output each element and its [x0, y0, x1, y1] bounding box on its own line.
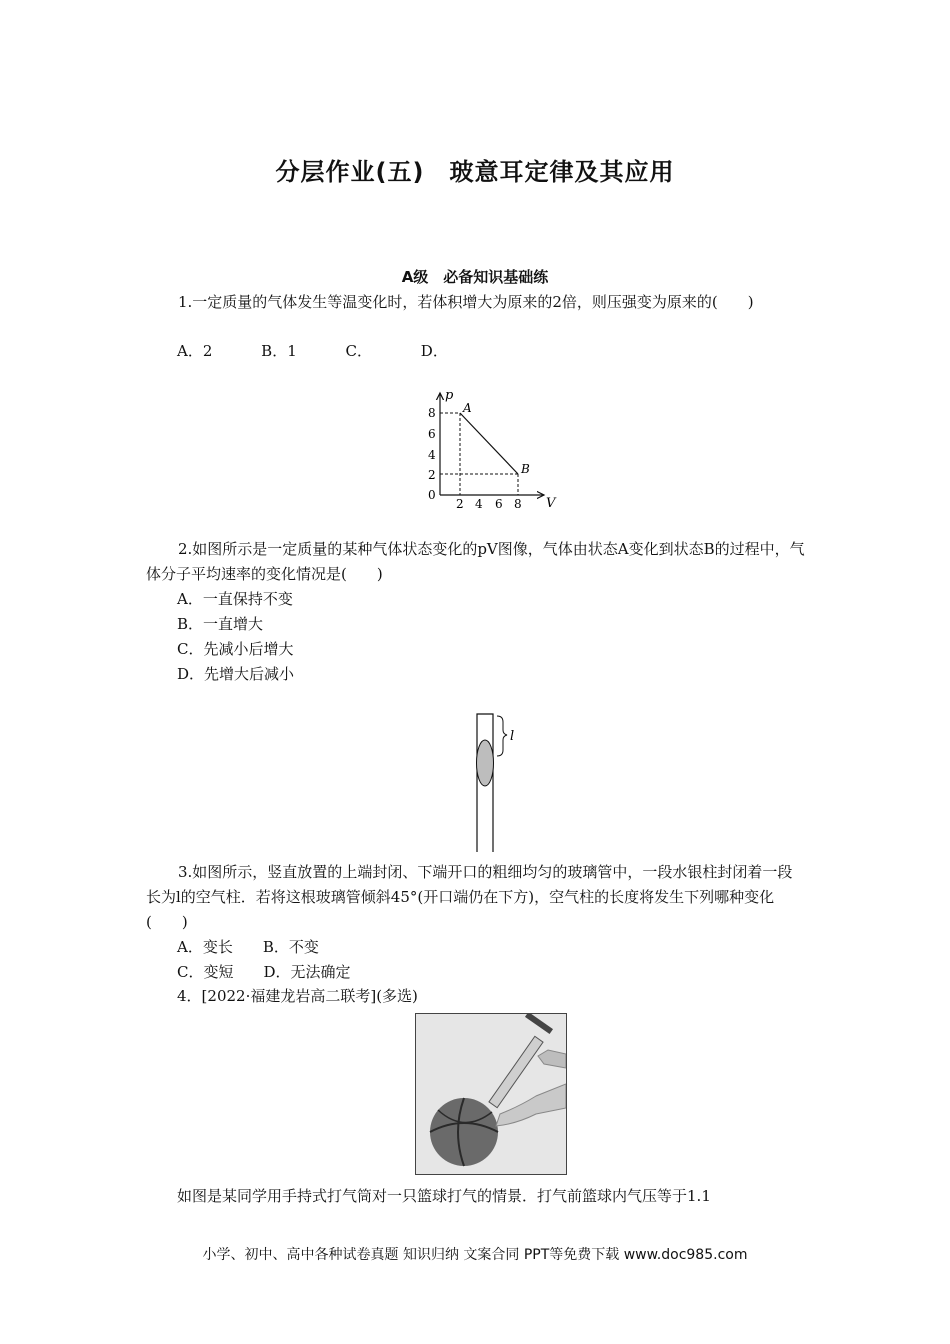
q2-option-d: D．先增大后减小: [177, 665, 295, 683]
q2-option-a: A．一直保持不变: [177, 590, 293, 608]
question-3-stem: 3.如图所示，竖直放置的上端封闭、下端开口的粗细均匀的玻璃管中，一段水银柱封闭着一段长为l的空气柱．若将这根玻璃管倾斜45°(开口端仍在下方)，空气柱的长度将发生下列哪种变化( ): [146, 863, 793, 931]
question-2-stem: 2.如图所示是一定质量的某种气体状态变化的pV图像，气体由状态A变化到状态B的过程中，气体分子平均速率的变化情况是( ): [146, 540, 805, 583]
pv-graph: [420, 385, 560, 515]
mercury-column: [477, 740, 494, 786]
question-4-body: 如图是某同学用手持式打气筒对一只篮球打气的情景．打气前篮球内气压等于1.1: [177, 1187, 711, 1205]
q2-option-b: B．一直增大: [177, 615, 264, 633]
x-tick-6: 6: [495, 497, 503, 511]
y-tick-8: 8: [428, 406, 436, 420]
page-footer: 小学、初中、高中各种试卷真题 知识归纳 文案合同 PPT等免费下载 www.doc985.com: [202, 1247, 748, 1263]
y-tick-0: 0: [428, 488, 436, 502]
length-label: l: [510, 729, 515, 744]
x-axis-label: V: [546, 496, 556, 511]
y-axis-label: p: [445, 388, 454, 403]
q1-option-a: A．2: [177, 342, 213, 360]
x-tick-4: 4: [475, 497, 483, 511]
q1-option-b: B．1: [261, 342, 297, 360]
y-tick-4: 4: [428, 448, 436, 462]
question-1-stem: 1.一定质量的气体发生等温变化时，若体积增大为原来的2倍，则压强变为原来的( ): [178, 293, 754, 311]
question-1-options: [177, 340, 492, 361]
point-a-label: A: [463, 401, 472, 415]
q3-options-row-1: A．变长 B．不变: [177, 938, 319, 956]
section-heading: A级 必备知识基础练: [401, 268, 549, 286]
q1-option-c: C．: [345, 342, 373, 360]
length-brace: [497, 716, 507, 756]
basketball: [430, 1098, 498, 1166]
q3-options-row-2: C．变短 D．无法确定: [177, 963, 351, 981]
q1-option-d: D．: [420, 342, 448, 360]
glass-tube-figure: [465, 708, 525, 853]
x-tick-8: 8: [514, 497, 522, 511]
basketball-pump-photo: [415, 1013, 567, 1175]
q2-option-c: C．先减小后增大: [177, 640, 294, 658]
point-b-label: B: [521, 462, 530, 476]
y-tick-2: 2: [428, 468, 436, 482]
question-4-header: 4．[2022·福建龙岩高二联考](多选): [177, 987, 418, 1005]
x-tick-2: 2: [456, 497, 464, 511]
process-line-ab: [460, 413, 518, 474]
page-title: 分层作业(五) 玻意耳定律及其应用: [275, 158, 675, 186]
photo-illustration: [416, 1014, 566, 1174]
y-tick-6: 6: [428, 427, 436, 441]
